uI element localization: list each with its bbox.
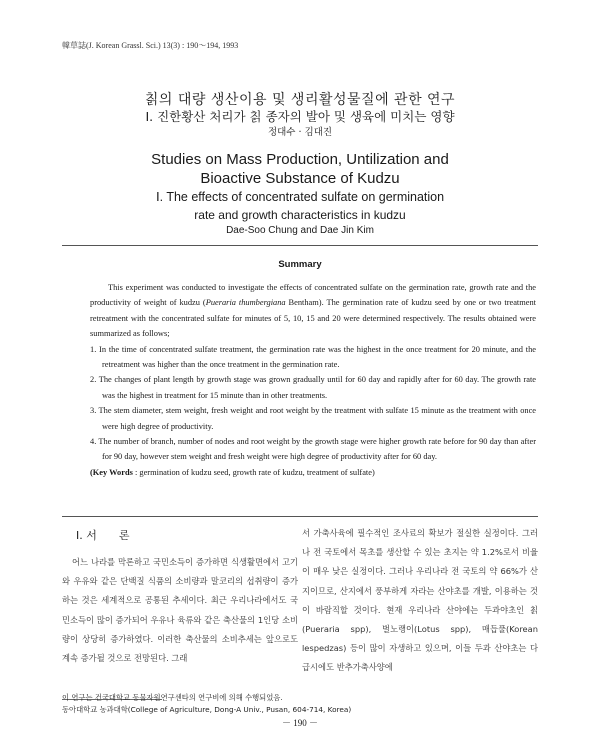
top-divider <box>62 245 538 246</box>
abstract-intro-post: Bentham). The germination rate of kudzu seed by one or two treatment retreatment with the concentrated sulfate for minutes of 5, 10, 15 and 20 were determined respectively. The results obtained were summarized as follows; <box>90 298 536 339</box>
left-column <box>62 553 298 668</box>
abstract <box>90 280 536 480</box>
footnote-line-2: 동아대학교 농과대학(College of Agriculture, Dong-A Univ., Pusan, 604-714, Korea) <box>62 705 352 714</box>
result-item-4: 4. The number of branch, number of nodes and root weight by the growth stage were higher growth rate before for 90 day than after for 90 day, however stem weight and fresh weight were high degree of productivity after for 60 day. <box>90 437 536 462</box>
abstract-bottom-divider <box>62 516 538 517</box>
result-item-1: 1. In the time of concentrated sulfate treatment, the germination rate was the highest in the once treatment for 20 minute, and the retreatment was higher than the once treatment in the germination rate. <box>90 344 536 370</box>
summary-heading: Summary <box>278 259 322 270</box>
species-name: Pueraria thumbergiana <box>205 298 286 308</box>
footnote <box>62 692 351 716</box>
page-number: － 190 － <box>281 718 318 728</box>
keywords <box>90 465 536 480</box>
abstract-intro-pre: This experiment was conducted to investigate the effects of concentrated sulfate on the germination rate, growth rate and the productivity of weight of kudzu ( <box>90 283 536 308</box>
journal-citation: 韓草誌(J. Korean Grassl. Sci.) 13(3) : 190～194, 1993 <box>62 41 239 50</box>
abstract-intro <box>90 280 536 342</box>
korean-subtitle: Ⅰ. 진한황산 처리가 칡 종자의 발아 및 생육에 미치는 영향 <box>145 109 455 124</box>
result-item-2: 2. The changes of plant length by growth stage was grown gradually until for 60 day and rapidly after for 60 day. The growth rate was the highest in treatment for 15 minute than in other treatments. <box>90 375 536 400</box>
right-column <box>302 524 538 678</box>
section-heading-introduction: Ⅰ. 서 론 <box>76 529 130 542</box>
korean-authors: 정대수 · 김대진 <box>267 127 333 138</box>
english-subtitle-line2: rate and growth characteristics in kudzu <box>194 208 406 222</box>
right-column-text: 서 가축사육에 필수적인 조사료의 확보가 절실한 실정이다. 그러나 전 국토에서 목초를 생산할 수 있는 초지는 약 1.2%로서 비율이 매우 낮은 실정이다. 그러나 우리나라 전 국토의 약 66%가 산지이므로, 산지에서 풍부하게 자라는 산야초를 개발, 이용하는 것이 바람직할 것이다. 현재 우리나라 산야에는 두과야초인 칡(Pueraria spp), 벌노랭이(Lotus spp), 매듭풀(Korean lespedzas) 등이 많이 자생하고 있으며, 이들 두과 산야초는 다급시에도 반추가축사양에 <box>302 528 538 673</box>
result-item-3: 3. The stem diameter, stem weight, fresh weight and root weight by the treatment with sulfate 15 minute as the treatment with once were high degree of productivity. <box>90 406 536 431</box>
footnote-line-1: 이 연구는 건국대학교 동물자원연구센타의 연구비에 의해 수행되었음. <box>62 693 283 702</box>
keywords-label: (Key Words <box>90 467 133 477</box>
left-column-text: 어느 나라를 막론하고 국민소득이 증가하면 식생활면에서 고기와 우유와 같은 단백질 식품의 소비량과 말코리의 섭취량이 증가하는 것은 세계적으로 공통된 추세이다. 최근 우리나라에서도 국민소득이 많이 증가되어 우유나 육류와 같은 축산물의 1인당 소비량이 상당히 증가하였다. 이러한 축산물의 소비추세는 앞으로도 계속 증가될 것으로 전망된다. 그래 <box>62 557 298 664</box>
keywords-text: : germination of kudzu seed, growth rate of kudzu, treatment of sulfate) <box>134 467 375 477</box>
english-title-line2: Bioactive Substance of Kudzu <box>200 170 400 187</box>
korean-title: 칡의 대량 생산이용 및 생리활성물질에 관한 연구 <box>144 92 456 108</box>
english-title-line1: Studies on Mass Production, Untilization and <box>151 151 449 168</box>
english-subtitle-line1: Ⅰ. The effects of concentrated sulfate on germination <box>155 190 445 204</box>
english-authors: Dae-Soo Chung and Dae Jin Kim <box>226 225 374 236</box>
